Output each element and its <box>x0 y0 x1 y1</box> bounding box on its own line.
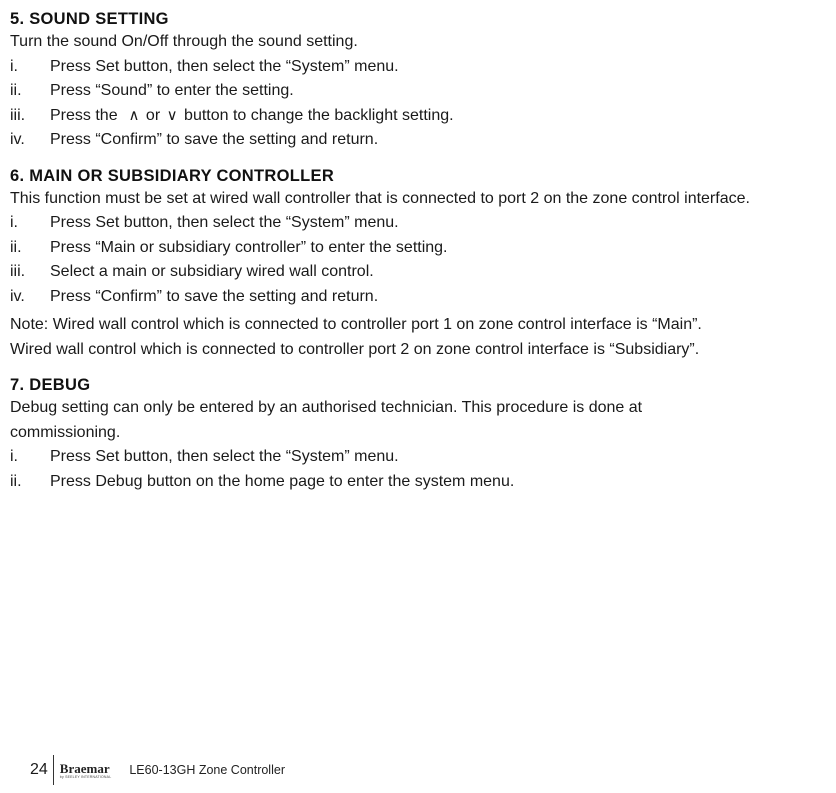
item-number: iii. <box>10 263 26 280</box>
section-main-subsidiary-controller <box>10 165 832 363</box>
list-item <box>10 260 832 285</box>
item-text: Press Set button, then select the “System” menu. <box>50 448 399 465</box>
item-number: iii. <box>10 106 26 124</box>
item-text: Press “Sound” to enter the setting. <box>50 82 294 99</box>
item-text-or: or <box>145 106 161 124</box>
item-text-end: button to change the backlight setting. <box>184 106 454 124</box>
section-intro: Turn the sound On/Off through the sound setting. <box>10 33 358 50</box>
item-text-start: Press the <box>50 106 118 124</box>
page-number: 24 <box>30 761 48 778</box>
item-text: Press Debug button on the home page to enter the system menu. <box>50 472 515 490</box>
logo-wordmark: Braemar <box>59 760 110 776</box>
item-number: ii. <box>10 472 22 490</box>
item-text: Press “Confirm” to save the setting and return. <box>50 131 379 148</box>
section-debug <box>10 374 832 494</box>
page-footer <box>30 755 285 785</box>
list-item <box>10 55 832 80</box>
item-text: Press “Main or subsidiary controller” to enter the setting. <box>50 238 448 256</box>
section-intro: This function must be set at wired wall controller that is connected to port 2 on the zone control interface. <box>10 189 750 207</box>
item-number: ii. <box>10 82 22 99</box>
item-number: iv. <box>10 287 25 305</box>
list-item <box>10 79 832 104</box>
item-text: Select a main or subsidiary wired wall control. <box>50 263 374 280</box>
item-text: Press Set button, then select the “System” menu. <box>50 214 399 231</box>
list-item <box>10 470 832 495</box>
list-item <box>10 211 832 236</box>
down-arrow-icon: ∨ <box>166 106 178 124</box>
list-item <box>10 236 832 261</box>
item-text <box>50 104 454 129</box>
item-number: ii. <box>10 238 22 256</box>
section-heading: 7. DEBUG <box>10 376 91 394</box>
section-heading: 6. MAIN OR SUBSIDIARY CONTROLLER <box>10 166 335 185</box>
section-intro: Debug setting can only be entered by an authorised technician. This procedure is done at commissioning. <box>10 399 643 441</box>
braemar-logo <box>60 762 112 779</box>
item-number: i. <box>10 57 18 75</box>
up-arrow-icon: ∧ <box>128 106 140 124</box>
list-item <box>10 128 832 153</box>
section-heading: 5. SOUND SETTING <box>10 10 169 28</box>
item-number: iv. <box>10 131 25 148</box>
note-line-2: Wired wall control which is connected to controller port 2 on zone control interface is “Subsidiary”. <box>10 340 700 358</box>
footer-divider <box>53 755 54 785</box>
note-line-1: Note: Wired wall control which is connected to controller port 1 on zone control interface is “Main”. <box>10 316 702 333</box>
item-number: i. <box>10 448 18 465</box>
manual-page <box>10 8 832 506</box>
list-item <box>10 104 832 129</box>
list-item <box>10 445 832 470</box>
document-title: LE60-13GH Zone Controller <box>129 763 285 777</box>
item-text: Press “Confirm” to save the setting and return. <box>50 287 379 305</box>
section-sound-setting <box>10 8 832 153</box>
logo-subtext: by SEELEY INTERNATIONAL <box>59 774 112 779</box>
item-number: i. <box>10 214 18 231</box>
list-item <box>10 285 832 310</box>
item-text: Press Set button, then select the “System” menu. <box>50 57 399 75</box>
